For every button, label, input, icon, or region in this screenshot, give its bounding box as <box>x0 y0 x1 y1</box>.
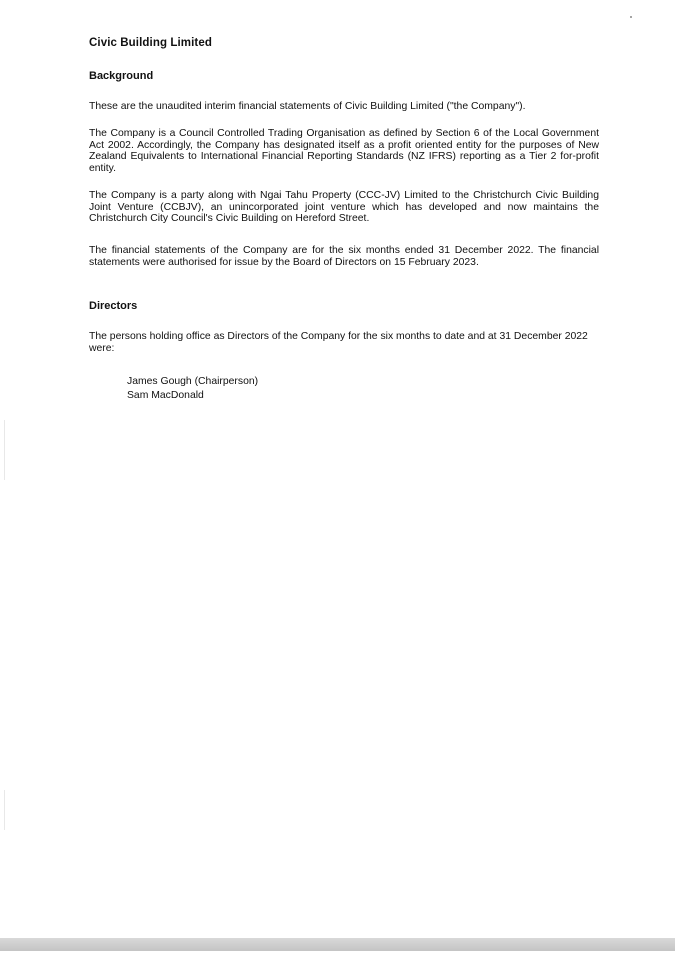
background-heading: Background <box>89 70 154 82</box>
background-paragraph-2: The Company is a Council Controlled Trading Organisation as defined by Section 6 of the Local Government Act 2002. Accordingly, the Company has designated itself as a profit oriented entity for the purposes of New Zealand Equivalents to International Financial Reporting Standards (NZ IFRS) reporting as a Tier 2 for-profit entity. <box>89 128 599 174</box>
company-name: Civic Building Limited <box>89 37 212 49</box>
background-paragraph-4: The financial statements of the Company are for the six months ended 31 December 2022. The financial statements were authorised for issue by the Board of Directors on 15 February 2023. <box>89 245 599 268</box>
director-name: Sam MacDonald <box>127 390 204 401</box>
directors-heading: Directors <box>89 300 138 312</box>
background-paragraph-1: These are the unaudited interim financial statements of Civic Building Limited ("the Company"). <box>89 101 526 112</box>
scan-edge-mark <box>4 420 5 480</box>
scan-footer-bar <box>0 938 675 951</box>
directors-list <box>127 375 258 403</box>
background-paragraph-3: The Company is a party along with Ngai Tahu Property (CCC-JV) Limited to the Christchurch Civic Building Joint Venture (CCBJV), an unincorporated joint venture which has developed and now maintains the Christchurch City Council's Civic Building on Hereford Street. <box>89 190 599 225</box>
directors-intro: The persons holding office as Directors of the Company for the six months to date and at 31 December 2022 were: <box>89 331 588 354</box>
scan-speck <box>630 16 632 18</box>
director-name: James Gough (Chairperson) <box>127 376 259 387</box>
scan-edge-mark <box>4 790 5 830</box>
